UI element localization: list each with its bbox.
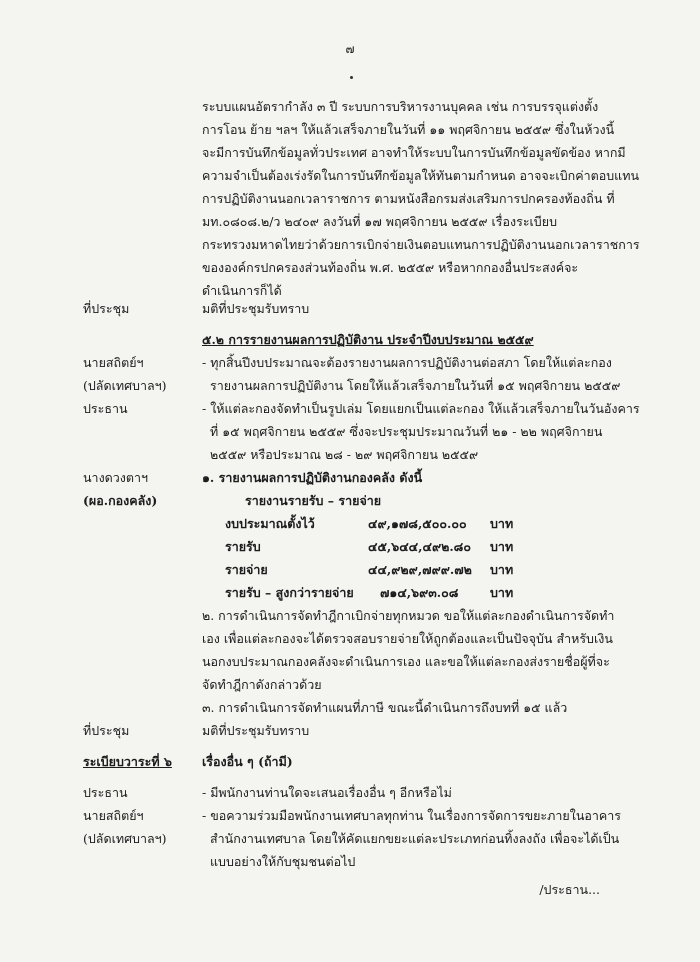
intro-line: ขององค์กรปกครองส่วนท้องถิ่น พ.ศ. ๒๕๕๙ หรือหากกองอื่นประสงค์จะ xyxy=(202,260,579,275)
speech-line: - ทุกสิ้นปีงบประมาณจะต้องรายงานผลการปฏิบัติงานต่อสภา โดยให้แต่ละกอง xyxy=(202,355,612,370)
speaker-position: (ปลัดเทศบาลฯ) xyxy=(83,831,167,846)
finance-amount: ๗๑๔,๖๙๓.๐๘ xyxy=(380,585,459,600)
meeting-label: ที่ประชุม xyxy=(83,723,130,738)
finance-amount: ๔๙,๑๗๘,๕๐๐.๐๐ xyxy=(368,516,467,531)
speaker-name: นางดวงตาฯ xyxy=(83,470,149,485)
intro-line: จะมีการบันทึกข้อมูลทั่วประเทศ อาจทำให้ระบบในการบันทึกข้อมูลขัดข้อง หากมี xyxy=(202,145,626,160)
speaker-position: (ผอ.กองคลัง) xyxy=(83,493,158,508)
speech-line: ที่ ๑๕ พฤศจิกายน ๒๕๕๙ ซึ่งจะประชุมประมาณวันที่ ๒๑ - ๒๒ พฤศจิกายน xyxy=(210,424,603,439)
intro-line: การโอน ย้าย ฯลฯ ให้แล้วเสร็จภายในวันที่ ๑๑ พฤศจิกายน ๒๕๕๙ ซึ่งในห้วงนี้ xyxy=(202,122,615,137)
ink-dot xyxy=(350,76,353,79)
item-line: นอกงบประมาณกองคลังจะดำเนินการเอง และขอให้แต่ละกองส่งรายชื่อผู้ที่จะ xyxy=(202,654,610,669)
item-line: ๒. การดำเนินการจัดทำฎีกาเบิกจ่ายทุกหมวด ขอให้แต่ละกองดำเนินการจัดทำ xyxy=(202,608,615,623)
intro-line: การปฏิบัติงานนอกเวลาราชการ ตามหนังสือกรมส่งเสริมการปกครองท้องถิ่น ที่ xyxy=(202,191,615,206)
finance-label: งบประมาณตั้งไว้ xyxy=(225,516,315,531)
finance-unit: บาท xyxy=(490,585,514,600)
finance-unit: บาท xyxy=(490,539,514,554)
speaker-role: ประธาน xyxy=(83,401,128,416)
page-number: ๗ xyxy=(345,42,355,56)
item-line: เอง เพื่อแต่ละกองจะได้ตรวจสอบรายจ่ายให้ถูกต้องและเป็นปัจจุบัน สำหรับเงิน xyxy=(202,631,613,646)
resolution-text: มติที่ประชุมรับทราบ xyxy=(202,723,310,738)
finance-label: รายรับ – สูงกว่ารายจ่าย xyxy=(225,585,354,600)
speech-line: แบบอย่างให้กับชุมชนต่อไป xyxy=(210,854,356,869)
finance-unit: บาท xyxy=(490,516,514,531)
speech-line: ๒๕๕๙ หรือประมาณ ๒๘ - ๒๙ พฤศจิกายน ๒๕๕๙ xyxy=(210,447,479,462)
finance-unit: บาท xyxy=(490,562,514,577)
item-line: ๓. การดำเนินการจัดทำแผนที่ภาษี ขณะนี้ดำเนินการถึงบทที่ ๑๕ แล้ว xyxy=(202,700,568,715)
finance-heading: ๑. รายงานผลการปฏิบัติงานกองคลัง ดังนี้ xyxy=(202,470,423,485)
speaker-position: (ปลัดเทศบาลฯ) xyxy=(83,378,167,393)
section-heading: ๕.๒ การรายงานผลการปฏิบัติงาน ประจำปีงบประมาณ ๒๕๕๙ xyxy=(202,332,534,347)
item-line: จัดทำฎีกาดังกล่าวด้วย xyxy=(202,677,322,692)
speech-line: - ให้แต่ละกองจัดทำเป็นรูปเล่ม โดยแยกเป็นแต่ละกอง ให้แล้วเสร็จภายในวันอังคาร xyxy=(202,401,640,416)
speech-line: - มีพนักงานท่านใดจะเสนอเรื่องอื่น ๆ อีกหรือไม่ xyxy=(202,785,452,800)
agenda-title: เรื่องอื่น ๆ (ถ้ามี) xyxy=(202,754,293,769)
speaker-name: นายสถิตย์ฯ xyxy=(83,808,144,823)
speaker-name: นายสถิตย์ฯ xyxy=(83,355,144,370)
speech-line: - ขอความร่วมมือพนักงานเทศบาลทุกท่าน ในเรื่องการจัดการขยะภายในอาคาร xyxy=(202,808,622,823)
finance-amount: ๔๕,๖๔๔,๔๙๒.๘๐ xyxy=(368,539,471,554)
speech-line: รายงานผลการปฏิบัติงาน โดยให้แล้วเสร็จภายในวันที่ ๑๕ พฤศจิกายน ๒๕๕๙ xyxy=(210,378,621,393)
agenda-label: ระเบียบวาระที่ ๖ xyxy=(83,754,172,769)
continuation-marker: /ประธาน... xyxy=(539,882,600,897)
intro-line: ความจำเป็นต้องเร่งรัดในการบันทึกข้อมูลให้ทันตามกำหนด อาจจะเบิกค่าตอบแทน xyxy=(202,168,639,183)
speaker-role: ประธาน xyxy=(83,785,128,800)
finance-label: รายจ่าย xyxy=(225,562,268,577)
intro-line: ระบบแผนอัตรากำลัง ๓ ปี ระบบการบริหารงานบุคคล เช่น การบรรจุแต่งตั้ง xyxy=(202,99,599,114)
speech-line: สำนักงานเทศบาล โดยให้คัดแยกขยะแต่ละประเภทก่อนทิ้งลงถัง เพื่อจะได้เป็น xyxy=(210,831,620,846)
resolution-text: มติที่ประชุมรับทราบ xyxy=(202,301,310,316)
intro-line: กระทรวงมหาดไทยว่าด้วยการเบิกจ่ายเงินตอบแทนการปฏิบัติงานนอกเวลาราชการ xyxy=(202,237,640,252)
finance-amount: ๔๔,๙๒๙,๗๙๙.๗๒ xyxy=(368,562,472,577)
intro-line: มท.๐๘๐๘.๒/ว ๒๔๐๙ ลงวันที่ ๑๗ พฤศจิกายน ๒๕๕๙ เรื่องระเบียบ xyxy=(202,214,557,229)
intro-line: ดำเนินการก็ได้ xyxy=(202,283,282,298)
finance-subheading: รายงานรายรับ – รายจ่าย xyxy=(245,493,382,508)
finance-label: รายรับ xyxy=(225,539,261,554)
meeting-label: ที่ประชุม xyxy=(83,301,130,316)
